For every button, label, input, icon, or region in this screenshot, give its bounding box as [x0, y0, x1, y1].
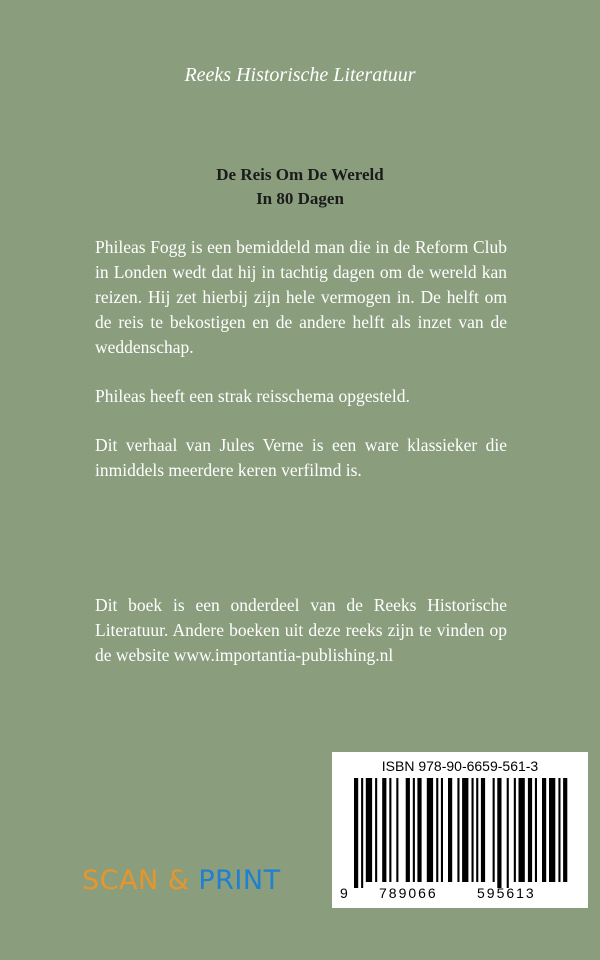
- barcode-bar: [507, 778, 509, 888]
- barcode-bar: [558, 778, 560, 882]
- barcode-digits-right: 595613: [477, 885, 536, 901]
- barcode-bar: [497, 778, 501, 888]
- barcode-bar: [366, 778, 372, 882]
- blurb-paragraph: Dit verhaal van Jules Verne is een ware klassieker die inmiddels meerdere keren verfilmd is.: [95, 435, 507, 480]
- publisher-logo-part-2: PRINT: [198, 865, 281, 896]
- barcode-bar: [441, 778, 443, 882]
- barcode-bar: [354, 778, 358, 888]
- barcode-digits-left: 789066: [379, 885, 438, 901]
- barcode-bar: [493, 778, 495, 882]
- barcode-bar: [396, 778, 398, 882]
- barcode-bar: [389, 778, 391, 882]
- barcode-bar: [448, 778, 452, 882]
- barcode-bar: [406, 778, 410, 882]
- barcode-bar: [457, 778, 459, 882]
- barcode-bar: [476, 778, 478, 882]
- barcode-bar: [427, 778, 433, 882]
- barcode-bar: [417, 778, 421, 882]
- series-heading: Reeks Historische Literatuur: [184, 64, 416, 86]
- barcode-bar: [549, 778, 555, 882]
- barcode-digits: [332, 885, 588, 903]
- barcode-bar: [528, 778, 532, 882]
- publisher-logo-part-1: SCAN &: [82, 865, 190, 896]
- barcode-bar: [413, 778, 415, 882]
- barcode-digit-lead: 9: [340, 885, 348, 901]
- barcode-bar: [519, 778, 525, 882]
- series-note-text: Dit boek is een onderdeel van de Reeks Historische Literatuur. Andere boeken uit deze reeks zijn te vinden op de website www.importantia-publishing.nl: [95, 595, 507, 665]
- blurb-paragraph: Phileas Fogg is een bemiddeld man die in de Reform Club in Londen wedt dat hij in tachtig dagen om de wereld kan reizen. Hij zet hierbij zijn hele vermogen in. De helft om de reis te bekostigen en de andere helft als inzet van de weddenschap.: [95, 237, 507, 357]
- barcode-bar: [563, 778, 567, 882]
- blurb-paragraph: Phileas heeft een strak reisschema opgesteld.: [95, 386, 410, 406]
- book-title-line-1: De Reis Om De Wereld: [216, 165, 384, 184]
- book-title-line-2: In 80 Dagen: [256, 189, 344, 208]
- isbn-barcode: [332, 752, 588, 908]
- publisher-logo: [82, 865, 281, 896]
- barcode-bar: [382, 778, 386, 882]
- barcode-bar: [535, 778, 537, 882]
- barcode-bar: [514, 778, 516, 882]
- book-title: [0, 163, 600, 211]
- barcode-bar: [542, 778, 546, 882]
- barcode-bar: [481, 778, 485, 882]
- blurb: [95, 235, 507, 507]
- barcode-bar: [436, 778, 438, 882]
- series-note: [95, 593, 507, 668]
- isbn-label: ISBN 978-90-6659-561-3: [381, 758, 539, 774]
- barcode-bar: [462, 778, 468, 882]
- barcode-bar: [472, 778, 474, 882]
- barcode-bar: [375, 778, 377, 882]
- barcode-bar: [361, 778, 363, 888]
